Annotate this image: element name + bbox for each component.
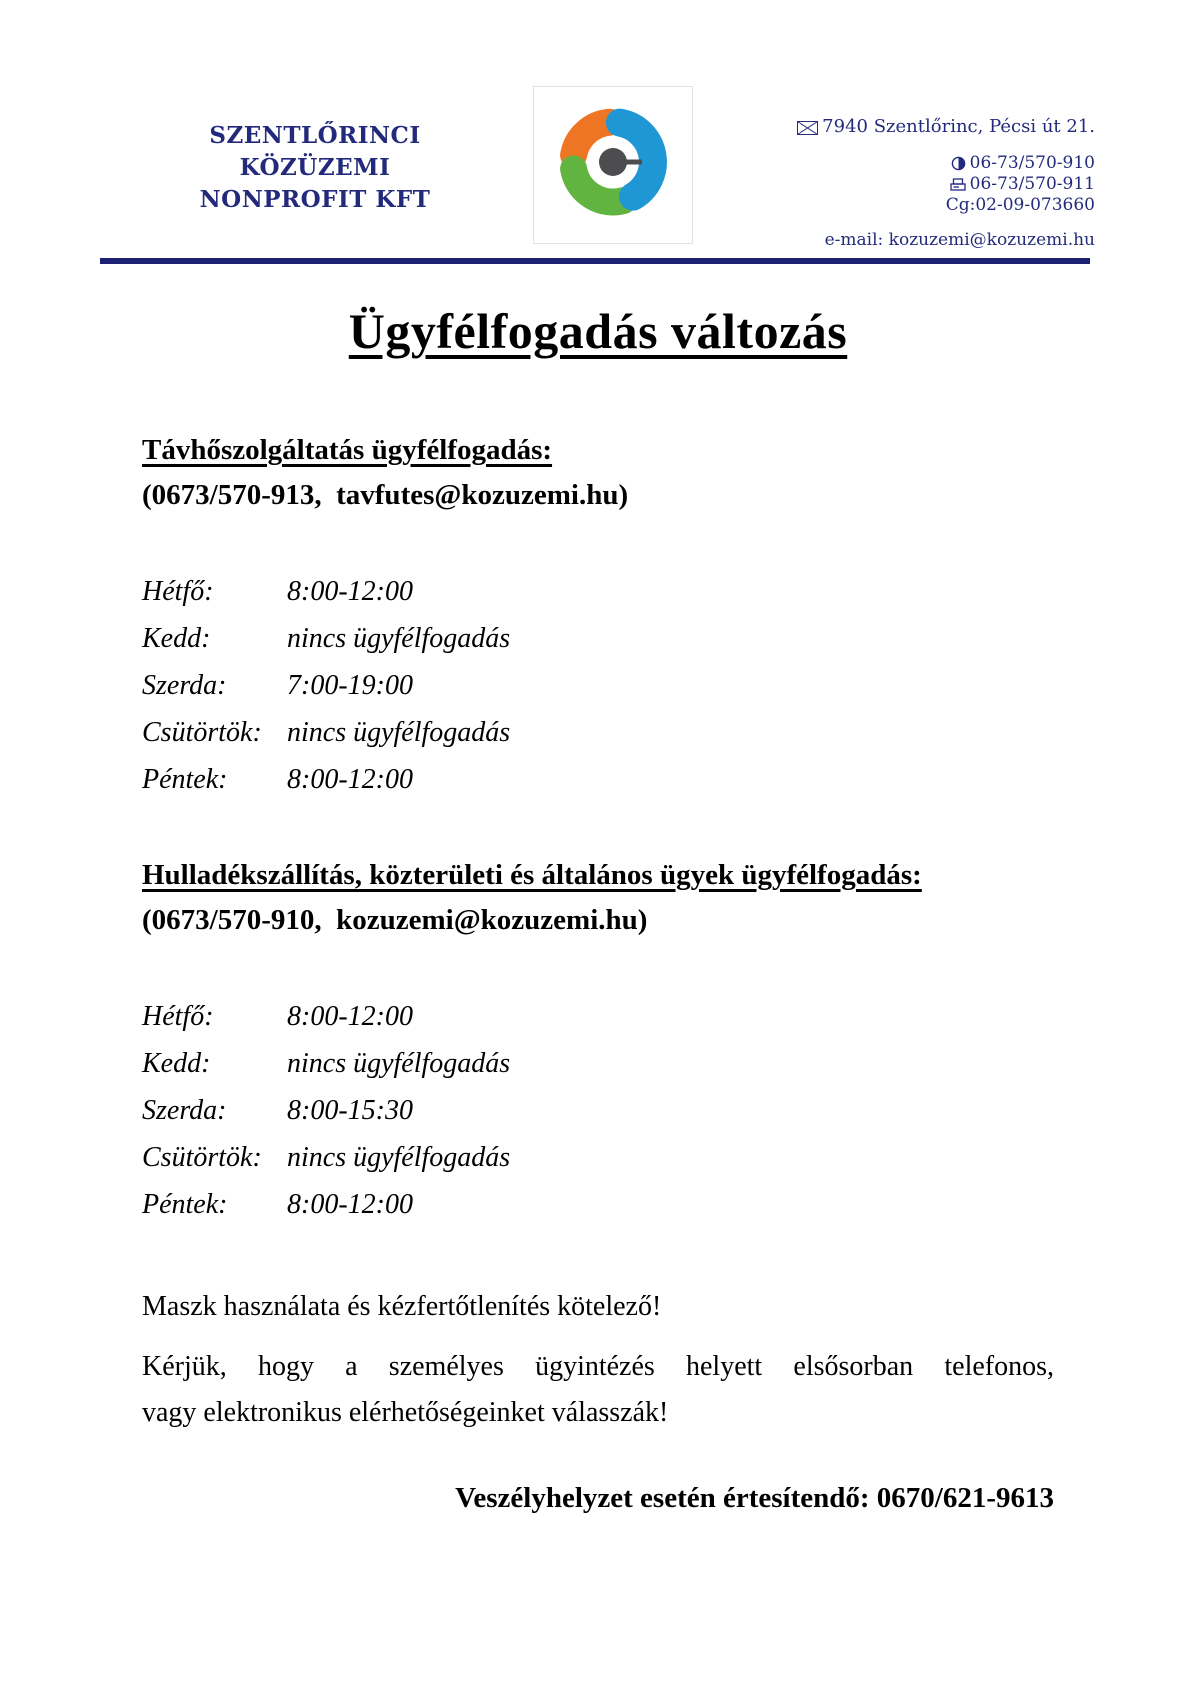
schedule-hours: 8:00-12:00 (287, 764, 413, 795)
envelope-icon (797, 121, 818, 135)
section-district-heating (142, 434, 1054, 803)
email-line: e-mail: kozuzemi@kozuzemi.hu (824, 230, 1095, 250)
address-line (675, 116, 1095, 137)
schedule-hours: 8:00-12:00 (287, 1001, 413, 1032)
phone-icon (951, 156, 966, 171)
schedule-hours: nincs ügyfélfogadás (287, 1048, 511, 1079)
section-heading: Távhőszolgáltatás ügyfélfogadás: (142, 434, 553, 466)
schedule-hours: 8:00-12:00 (287, 1189, 413, 1220)
company-name (140, 120, 490, 216)
schedule-day: Csütörtök: (142, 1142, 262, 1173)
schedule-row (142, 568, 1054, 615)
schedule-day: Hétfő: (142, 576, 214, 607)
schedule-hours: nincs ügyfélfogadás (287, 717, 511, 748)
section-waste-general (142, 859, 1054, 1228)
schedule-row (142, 615, 1054, 662)
schedule-hours: 8:00-15:30 (287, 1095, 413, 1126)
schedule-row (142, 1087, 1054, 1134)
phone-number: 06-73/570-910 (969, 153, 1095, 173)
contact-preference-note-line: vagy elektronikus elérhetőségeinket válasszák! (142, 1397, 669, 1428)
schedule-table (142, 993, 1054, 1228)
header-divider (100, 258, 1090, 264)
fax-icon (950, 178, 966, 192)
schedule-day: Péntek: (142, 764, 228, 795)
company-name-line: NONPROFIT KFT (199, 186, 431, 213)
schedule-hours: nincs ügyfélfogadás (287, 623, 511, 654)
schedule-row (142, 1134, 1054, 1181)
schedule-row (142, 662, 1054, 709)
schedule-day: Szerda: (142, 670, 227, 701)
section-contact-line: (0673/570-913, tavfutes@kozuzemi.hu) (142, 479, 629, 511)
schedule-row (142, 993, 1054, 1040)
fax-number: 06-73/570-911 (969, 174, 1095, 194)
letterhead (0, 0, 1190, 264)
schedule-row (142, 709, 1054, 756)
fax-line (675, 174, 1095, 195)
schedule-day: Péntek: (142, 1189, 228, 1220)
mask-requirement-note: Maszk használata és kézfertőtlenítés kötelező! (142, 1291, 662, 1322)
section-heading: Hulladékszállítás, közterületi és általános ügyek ügyfélfogadás: (142, 859, 922, 891)
contact-block (675, 116, 1095, 251)
schedule-table (142, 568, 1054, 803)
phone-line (675, 153, 1095, 174)
emergency-contact-note: Veszélyhelyzet esetén értesítendő: 0670/621-9613 (455, 1482, 1054, 1514)
schedule-row (142, 1181, 1054, 1228)
schedule-row (142, 1040, 1054, 1087)
schedule-day: Hétfő: (142, 1001, 214, 1032)
company-name-line: KÖZÜZEMI (239, 154, 391, 181)
schedule-day: Kedd: (142, 623, 211, 654)
schedule-hours: 8:00-12:00 (287, 576, 413, 607)
schedule-day: Szerda: (142, 1095, 227, 1126)
company-name-line: SZENTLŐRINCI (209, 122, 421, 149)
schedule-row (142, 756, 1054, 803)
contact-preference-note-line: Kérjük, hogy a személyes ügyintézés helyett elsősorban telefonos, (142, 1351, 1054, 1382)
address-text: 7940 Szentlőrinc, Pécsi út 21. (822, 116, 1095, 137)
registration-number: Cg:02-09-073660 (945, 195, 1095, 215)
section-contact-line: (0673/570-910, kozuzemi@kozuzemi.hu) (142, 904, 648, 936)
schedule-hours: nincs ügyfélfogadás (287, 1142, 511, 1173)
company-logo (533, 86, 693, 244)
schedule-day: Csütörtök: (142, 717, 262, 748)
schedule-day: Kedd: (142, 1048, 211, 1079)
schedule-hours: 7:00-19:00 (287, 670, 413, 701)
document-body (0, 302, 1190, 1515)
contact-preference-note (142, 1344, 1054, 1436)
aperture-logo-icon (538, 90, 688, 240)
document-title: Ügyfélfogadás változás (348, 303, 848, 359)
